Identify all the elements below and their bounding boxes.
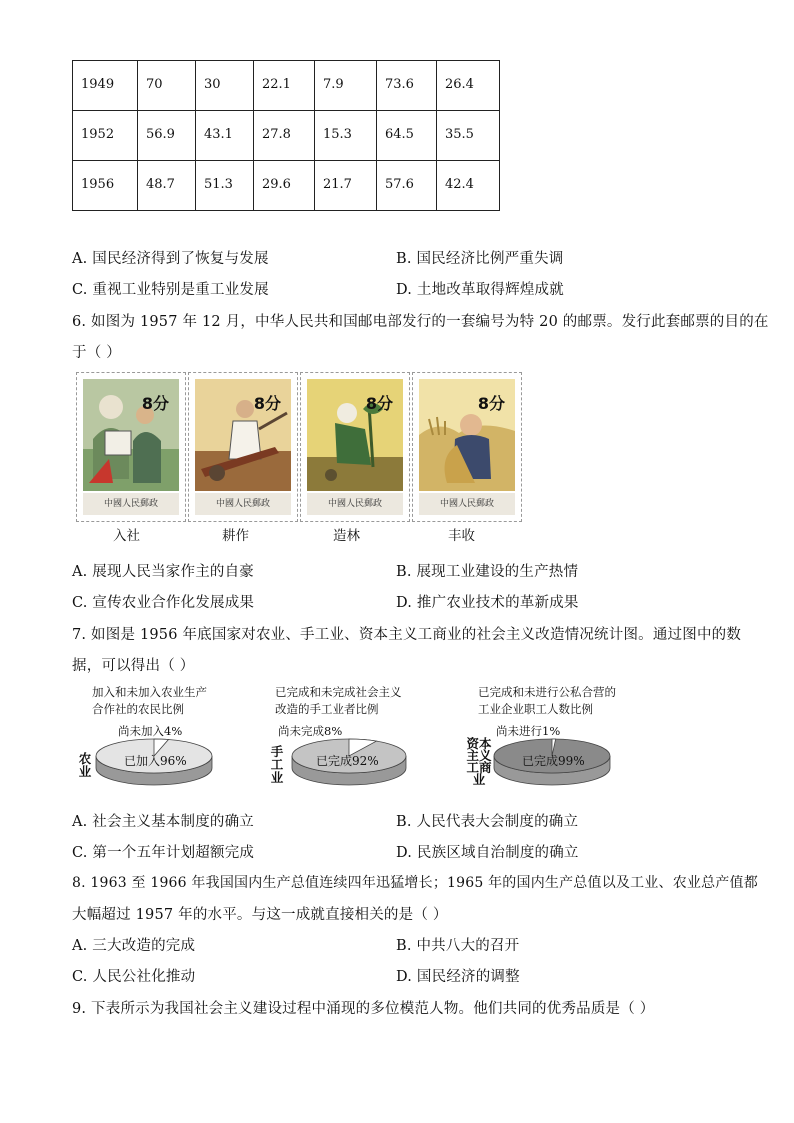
stamp-caption: 耕作 [222, 528, 249, 544]
table-cell: 21.7 [315, 161, 377, 211]
stamp-value: 8分 [253, 394, 281, 413]
pie-note: 尚未加入4% [118, 724, 183, 738]
pie-inner-label: 已完成92% [316, 754, 379, 768]
table-cell: 27.8 [254, 111, 315, 161]
q5-option-d: D. 土地改革取得辉煌成就 [396, 282, 564, 298]
table-cell: 56.9 [138, 111, 196, 161]
pie-note: 尚未进行1% [496, 724, 561, 738]
stamp-value: 8分 [365, 394, 393, 413]
pie-title: 已完成和未完成社会主义 改造的手工业者比例 [275, 685, 402, 716]
stamp-zaolin [300, 372, 410, 522]
stamp-image [419, 379, 515, 491]
q7-option-c: C. 第一个五年计划超额完成 [72, 845, 255, 861]
table-cell: 1949 [73, 61, 138, 111]
q7-stem-line1: 7. 如图是 1956 年底国家对农业、手工业、资本主义工商业的社会主义改造情况统计图。通过图中的数 [72, 627, 742, 643]
table-cell: 35.5 [437, 111, 500, 161]
table-cell: 64.5 [377, 111, 437, 161]
table-row [73, 161, 500, 211]
q6-option-b: B. 展现工业建设的生产热情 [396, 564, 579, 580]
stamp-image [307, 379, 403, 491]
stamp-image [195, 379, 291, 491]
table-cell: 70 [138, 61, 196, 111]
table-cell: 30 [196, 61, 254, 111]
pie-title: 加入和未加入农业生产 合作社的农民比例 [92, 685, 207, 716]
stamp-value: 8分 [477, 394, 505, 413]
q8-option-b: B. 中共八大的召开 [396, 938, 520, 954]
stamp-country-text: 中國人民郵政 [439, 499, 494, 509]
stamp-caption: 丰收 [448, 528, 475, 544]
table-row [73, 61, 500, 111]
table-cell: 42.4 [437, 161, 500, 211]
q8-option-d: D. 国民经济的调整 [396, 969, 520, 985]
table-cell: 48.7 [138, 161, 196, 211]
table-cell: 1952 [73, 111, 138, 161]
q6-stem-line1: 6. 如图为 1957 年 12 月，中华人民共和国邮电部发行的一套编号为特 20 的邮票。发行此套邮票的目的在 [72, 314, 769, 330]
q8-option-c: C. 人民公社化推动 [72, 969, 196, 985]
q9-stem-line1: 9. 下表所示为我国社会主义建设过程中涌现的多位模范人物。他们共同的优秀品质是（ ） [72, 1001, 655, 1017]
table-cell: 51.3 [196, 161, 254, 211]
table-cell: 22.1 [254, 61, 315, 111]
stamp-gengzuo [188, 372, 298, 522]
q8-stem-line1: 8. 1963 至 1966 年我国国内生产总值连续四年迅猛增长；1965 年的国内生产总值以及工业、农业总产值都 [72, 875, 758, 891]
q6-option-a: A. 展现人民当家作主的自豪 [72, 564, 254, 580]
stamp-value: 8分 [141, 394, 169, 413]
pie-side-label: 资本主义工商业 [466, 736, 492, 787]
q5-option-b: B. 国民经济比例严重失调 [396, 251, 564, 267]
stamp-rushe [76, 372, 186, 522]
q6-stem-line2: 于（ ） [72, 345, 121, 361]
q5-option-c: C. 重视工业特别是重工业发展 [72, 282, 269, 298]
q7-option-a: A. 社会主义基本制度的确立 [72, 814, 254, 830]
stamp-country-text: 中國人民郵政 [215, 499, 270, 509]
table-cell: 29.6 [254, 161, 315, 211]
q8-option-a: A. 三大改造的完成 [72, 938, 196, 954]
stamp-set [76, 372, 518, 522]
pie-inner-label: 已完成99% [522, 754, 585, 768]
pie-side-label: 农业 [78, 751, 92, 779]
q8-stem-line2: 大幅超过 1957 年的水平。与这一成就直接相关的是（ ） [72, 907, 448, 923]
table-cell: 26.4 [437, 61, 500, 111]
table-cell: 73.6 [377, 61, 437, 111]
q7-option-d: D. 民族区域自治制度的确立 [396, 845, 579, 861]
pie-side-label: 手工业 [270, 744, 284, 785]
table-cell: 57.6 [377, 161, 437, 211]
stamp-country-text: 中國人民郵政 [103, 499, 158, 509]
pie-inner-label: 已加入96% [124, 754, 187, 768]
table-cell: 1956 [73, 161, 138, 211]
table-cell: 15.3 [315, 111, 377, 161]
table-row [73, 111, 500, 161]
pie-note: 尚未完成8% [278, 724, 343, 738]
stamp-country-text: 中國人民郵政 [327, 499, 382, 509]
table-cell: 7.9 [315, 61, 377, 111]
q5-option-a: A. 国民经济得到了恢复与发展 [72, 251, 269, 267]
pie-title: 已完成和未进行公私合营的 工业企业职工人数比例 [478, 685, 616, 716]
stamp-caption: 造林 [333, 528, 360, 544]
q6-option-d: D. 推广农业技术的革新成果 [396, 595, 579, 611]
q7-option-b: B. 人民代表大会制度的确立 [396, 814, 579, 830]
table-cell: 43.1 [196, 111, 254, 161]
q6-option-c: C. 宣传农业合作化发展成果 [72, 595, 255, 611]
stamp-fengshou [412, 372, 522, 522]
stamp-caption: 入社 [113, 528, 140, 544]
q7-stem-line2: 据，可以得出（ ） [72, 658, 195, 674]
stamp-image [83, 379, 179, 491]
data-table [72, 60, 500, 211]
